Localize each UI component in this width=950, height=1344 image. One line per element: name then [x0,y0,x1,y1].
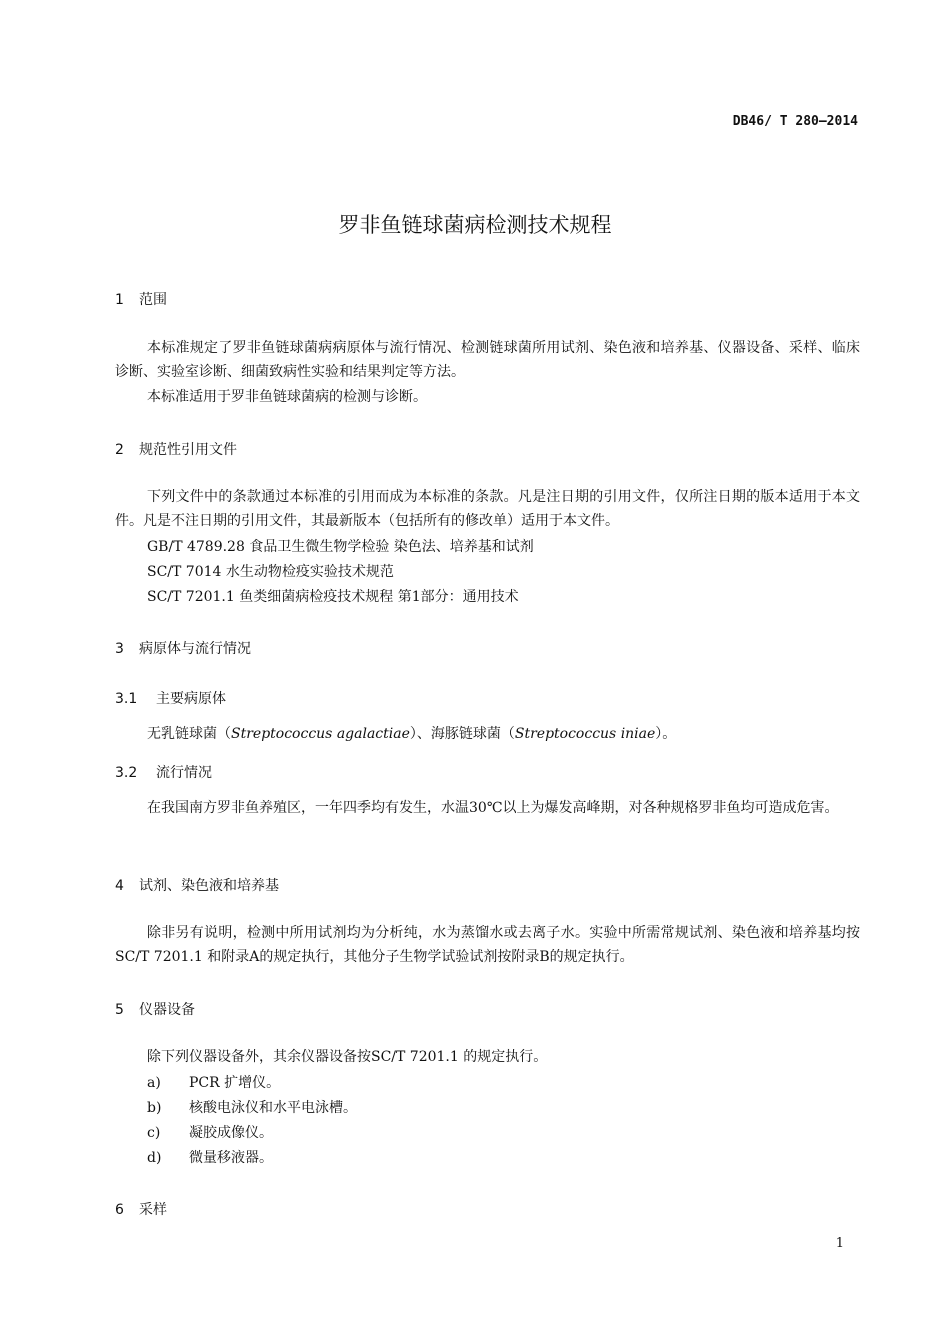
list-text: 微量移液器。 [189,1150,273,1166]
section-3-1-heading [115,688,226,708]
reference-item: SC/T 7014 水生动物检疫实验技术规范 [147,564,394,580]
list-marker: d) [147,1150,162,1166]
section-1-paragraph-1: 本标准规定了罗非鱼链球菌病病原体与流行情况、检测链球菌所用试剂、染色液和培养基、仪器设备、采样、临床诊断、实验室诊断、细菌致病性实验和结果判定等方法。 [115,340,860,380]
list-marker: b) [147,1100,162,1116]
reference-item: GB/T 4789.28 食品卫生微生物学检验 染色法、培养基和试剂 [147,539,534,555]
section-title: 仪器设备 [139,1002,195,1018]
subsection-number: 3.2 [115,765,138,781]
subsection-title: 流行情况 [156,765,212,781]
section-title: 范围 [139,292,167,308]
section-number: 5 [115,1002,124,1018]
section-6-heading [115,1199,167,1219]
subsection-number: 3.1 [115,691,138,707]
text-fragment: ）。 [655,726,677,742]
list-marker: a) [147,1075,161,1091]
list-item [147,1147,273,1167]
pathogen-list [147,723,676,743]
section-4-paragraph: 除非另有说明，检测中所用试剂均为分析纯，水为蒸馏水或去离子水。实验中所需常规试剂、染色液和培养基均按SC/T 7201.1 和附录A的规定执行，其他分子生物学试验试剂按附录B的规定执行。 [115,925,860,965]
section-3-heading [115,638,251,658]
section-number: 4 [115,878,124,894]
standard-code: DB46/ T 280—2014 [732,114,858,129]
page-number: 1 [835,1236,844,1251]
section-3-2-heading [115,762,212,782]
section-5-heading [115,999,195,1019]
section-1-paragraph-2: 本标准适用于罗非鱼链球菌病的检测与诊断。 [147,389,427,405]
document-title: 罗非鱼链球菌病检测技术规程 [338,213,612,237]
section-number: 6 [115,1202,124,1218]
section-1-heading [115,289,167,309]
list-marker: c) [147,1125,161,1141]
section-number: 3 [115,641,124,657]
list-text: 凝胶成像仪。 [189,1125,273,1141]
section-number: 2 [115,442,124,458]
species-name: Streptococcus iniae [514,726,656,742]
text-fragment: 无乳链球菌（ [147,726,231,742]
list-item [147,1097,357,1117]
list-text: PCR 扩增仪。 [189,1075,281,1091]
section-2-heading [115,439,237,459]
section-title: 试剂、染色液和培养基 [139,878,279,894]
section-title: 规范性引用文件 [139,442,237,458]
list-item [147,1072,280,1092]
text-fragment: ）、海豚链球菌（ [409,726,515,742]
section-4-heading [115,875,279,895]
section-title: 病原体与流行情况 [139,641,251,657]
species-name: Streptococcus agalactiae [231,726,410,742]
section-number: 1 [115,292,124,308]
section-2-paragraph-1: 下列文件中的条款通过本标准的引用而成为本标准的条款。凡是注日期的引用文件，仅所注日期的版本适用于本文件。凡是不注日期的引用文件，其最新版本（包括所有的修改单）适用于本文件。 [115,489,860,529]
list-text: 核酸电泳仪和水平电泳槽。 [189,1100,357,1116]
reference-item: SC/T 7201.1 鱼类细菌病检疫技术规程 第1部分：通用技术 [147,589,519,605]
subsection-title: 主要病原体 [156,691,226,707]
section-3-2-paragraph: 在我国南方罗非鱼养殖区，一年四季均有发生，水温30℃以上为爆发高峰期，对各种规格罗非鱼均可造成危害。 [147,800,839,816]
list-item [147,1122,273,1142]
section-title: 采样 [139,1202,167,1218]
section-5-paragraph: 除下列仪器设备外，其余仪器设备按SC/T 7201.1 的规定执行。 [147,1049,548,1065]
